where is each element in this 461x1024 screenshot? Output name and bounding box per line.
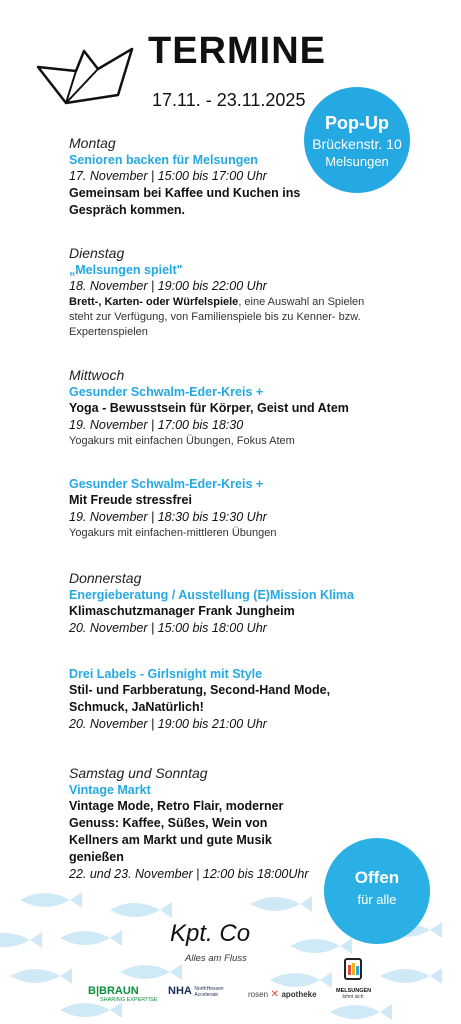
popup-badge bbox=[304, 87, 410, 193]
sponsor-nha-sub: NorthHessen Accelerate bbox=[194, 985, 224, 998]
event-weekend bbox=[69, 764, 309, 883]
sponsor-rosen-label: rosen bbox=[248, 990, 269, 999]
event-heading: Vintage Markt bbox=[69, 783, 151, 797]
event-description bbox=[69, 295, 374, 340]
sponsor-rosen-apotheke bbox=[248, 989, 317, 1000]
paper-boat-icon bbox=[36, 45, 136, 107]
sponsor-melsungen bbox=[336, 955, 370, 1000]
sponsor-bbraun-sub: SHARING EXPERTISE bbox=[100, 997, 158, 1003]
event-heading: „Melsungen spielt" bbox=[69, 263, 183, 277]
event-subtitle: Stil- und Farbberatung, Second-Hand Mode, Schmuck, JaNatürlich! bbox=[69, 683, 331, 714]
event-time: 18. November | 19:00 bis 22:00 Uhr bbox=[69, 279, 267, 293]
event-time: 17. November | 15:00 bis 17:00 Uhr bbox=[69, 169, 267, 183]
sponsor-nha-logo: NHA bbox=[168, 985, 192, 997]
offen-subtitle: für alle bbox=[357, 892, 397, 907]
sponsor-bbraun bbox=[88, 985, 157, 1003]
event-time: 20. November | 19:00 bis 21:00 Uhr bbox=[69, 717, 267, 731]
page-title: TERMINE bbox=[148, 30, 326, 72]
popup-city: Melsungen bbox=[325, 154, 389, 169]
event-heading: Senioren backen für Melsungen bbox=[69, 153, 258, 167]
event-subtitle: Vintage Mode, Retro Flair, moderner Genuss: Kaffee, Süßes, Wein von Kellners am Markt und gute Musik genießen bbox=[69, 799, 284, 864]
event-subtitle: Mit Freude stressfrei bbox=[69, 493, 192, 507]
event-day: Dienstag bbox=[69, 245, 125, 261]
event-description: Yogakurs mit einfachen Übungen, Fokus Atem bbox=[69, 435, 295, 447]
popup-title: Pop-Up bbox=[325, 113, 389, 133]
event-heading: Drei Labels - Girlsnight mit Style bbox=[69, 667, 263, 681]
offen-badge bbox=[324, 838, 430, 944]
popup-address: Brückenstr. 10 bbox=[312, 136, 402, 152]
event-thursday-1 bbox=[69, 569, 379, 637]
event-day: Donnerstag bbox=[69, 570, 142, 586]
event-subtitle: Gemeinsam bei Kaffee und Kuchen ins Gespräch kommen. bbox=[69, 186, 301, 217]
event-heading: Gesunder Schwalm-Eder-Kreis + bbox=[69, 385, 264, 399]
event-wednesday-1 bbox=[69, 366, 399, 449]
sponsor-nha bbox=[168, 985, 234, 998]
melsungen-emblem-icon bbox=[339, 955, 367, 983]
cross-icon: ✕ bbox=[270, 989, 279, 1000]
event-thursday-2 bbox=[69, 666, 354, 733]
brand-logo: Kpt. Co bbox=[170, 920, 251, 947]
date-range: 17.11. - 23.11.2025 bbox=[152, 90, 306, 110]
sponsor-apotheke-label: apotheke bbox=[281, 990, 317, 999]
event-subtitle: Klimaschutzmanager Frank Jungheim bbox=[69, 604, 295, 618]
event-heading: Gesunder Schwalm-Eder-Kreis + bbox=[69, 477, 264, 491]
event-description: Yogakurs mit einfachen-mittleren Übungen bbox=[69, 527, 277, 539]
offen-title: Offen bbox=[354, 868, 400, 887]
event-day: Montag bbox=[69, 135, 116, 151]
event-wednesday-2 bbox=[69, 476, 399, 541]
event-subtitle: Yoga - Bewusstsein für Körper, Geist und Atem bbox=[69, 401, 349, 415]
sponsor-melsungen-sub: lohnt sich bbox=[342, 994, 364, 1000]
event-time: 19. November | 17:00 bis 18:30 bbox=[69, 418, 244, 432]
event-day: Mittwoch bbox=[69, 367, 125, 383]
event-time: 20. November | 15:00 bis 18:00 Uhr bbox=[69, 621, 267, 635]
event-day: Samstag und Sonntag bbox=[69, 765, 208, 781]
event-description-bold: Brett-, Karten- oder Würfelspiele bbox=[69, 296, 239, 308]
event-description-text: , eine Auswahl an Spielen steht zur Verfügung, von Familienspiele bis zu Kenner- bzw. Expertenspielen bbox=[69, 296, 365, 338]
event-time: 19. November | 18:30 bis 19:30 Uhr bbox=[69, 510, 267, 524]
event-heading: Energieberatung / Ausstellung (E)Mission Klima bbox=[69, 588, 354, 602]
event-time: 22. und 23. November | 12:00 bis 18:00Uhr bbox=[69, 867, 309, 881]
event-tuesday bbox=[69, 244, 374, 340]
brand-tagline: Alles am Fluss bbox=[185, 953, 247, 964]
sponsor-bbraun-logo: B|BRAUN bbox=[88, 985, 139, 997]
sponsor-melsungen-label: MELSUNGEN bbox=[336, 988, 372, 994]
event-monday bbox=[69, 134, 314, 219]
